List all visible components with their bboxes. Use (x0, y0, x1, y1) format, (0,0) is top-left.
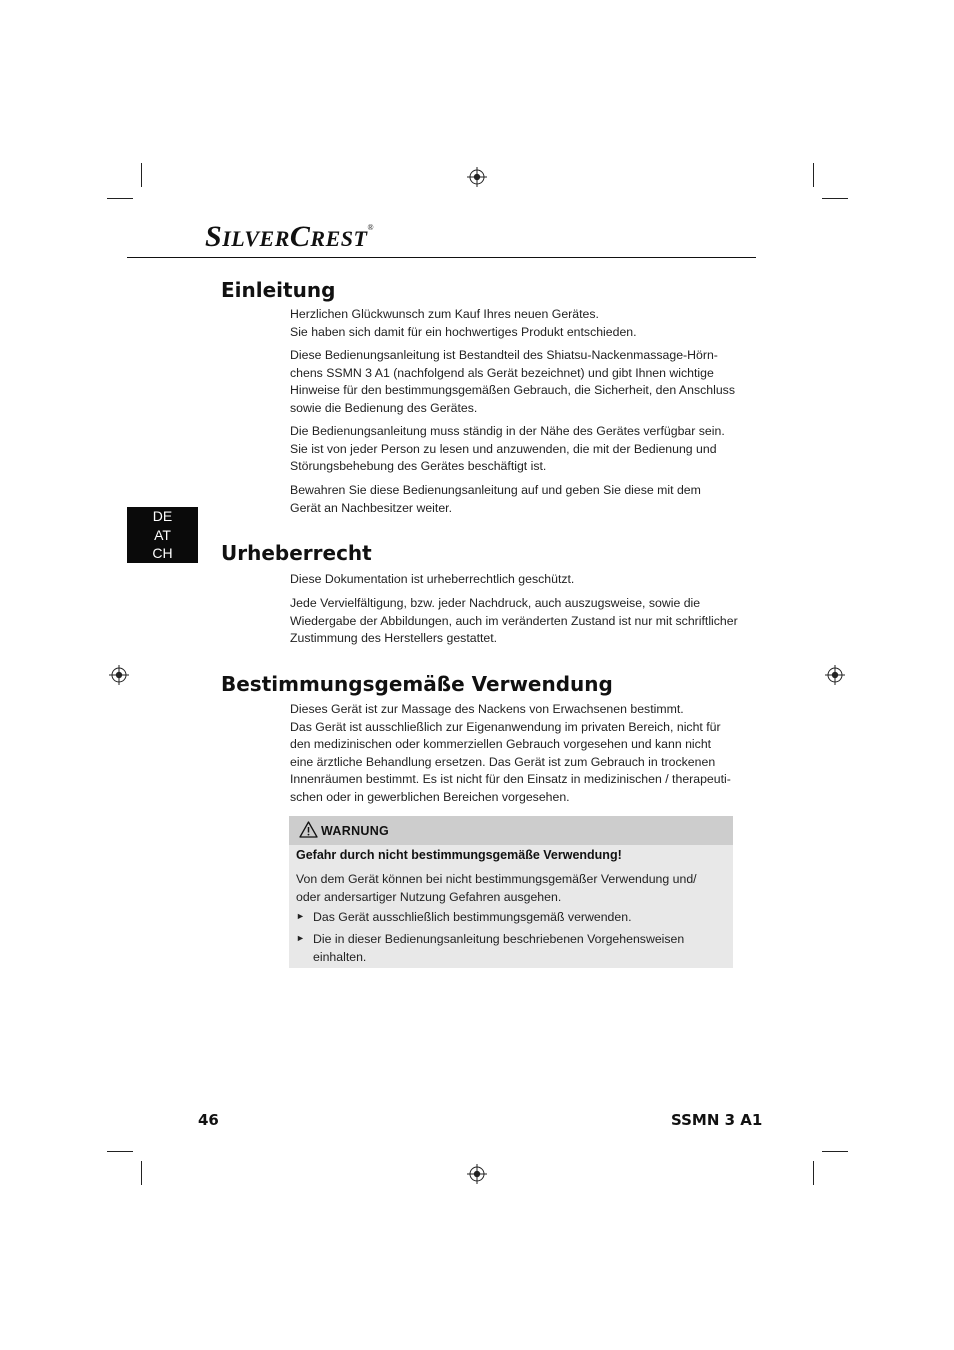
text-line: Von dem Gerät können bei nicht bestimmungsgemäßer Verwendung und/ (296, 872, 697, 886)
text-line: Jede Vervielfältigung, bzw. jeder Nachdruck, auch auszugsweise, sowie die (290, 596, 701, 610)
language-tab (127, 507, 198, 563)
trademark-symbol: ® (367, 223, 375, 232)
text-line: Störungsbehebung des Gerätes beschäftigt ist. (290, 459, 547, 473)
paragraph (290, 423, 738, 476)
text-line: Das Gerät ausschließlich bestimmungsgemäß verwenden. (313, 910, 632, 924)
warning-triangle-icon (299, 821, 318, 838)
crop-mark (107, 198, 133, 199)
warning-text (296, 871, 697, 906)
crop-mark (107, 1151, 133, 1152)
warning-label: WARNUNG (321, 824, 390, 838)
crop-mark (813, 1161, 814, 1185)
header-rule (127, 257, 756, 258)
text-line: Bewahren Sie diese Bedienungsanleitung auf und geben Sie diese mit dem (290, 483, 701, 497)
bullet-item (313, 909, 632, 927)
paragraph (290, 347, 738, 417)
registration-mark-icon (467, 1164, 487, 1184)
logo-text: REST (310, 226, 368, 251)
registration-mark-icon (467, 167, 487, 187)
language-code: DE (152, 508, 173, 524)
text-line: Das Gerät ist ausschließlich zur Eigenanwendung im privaten Bereich, nicht für (290, 719, 721, 734)
crop-mark (822, 198, 848, 199)
bullet-arrow-icon: ► (296, 933, 305, 943)
text-line: Wiedergabe der Abbildungen, auch im veränderten Zustand ist nur mit schriftlicher (290, 613, 738, 628)
section-title-urheberrecht: Urheberrecht (221, 541, 372, 565)
text-line: Die Bedienungsanleitung muss ständig in der Nähe des Gerätes verfügbar sein. (290, 424, 725, 438)
crop-mark (141, 163, 142, 187)
text-line: Die in dieser Bedienungsanleitung beschriebenen Vorgehensweisen (313, 932, 685, 946)
paragraph (290, 306, 738, 341)
language-code: CH (152, 545, 173, 561)
crop-mark (813, 163, 814, 187)
paragraph (290, 595, 738, 648)
bullet-item (313, 931, 684, 966)
model-name: SSMN 3 A1 (671, 1111, 763, 1129)
paragraph (290, 701, 738, 806)
logo-letter: S (205, 220, 223, 253)
crop-mark (141, 1161, 142, 1185)
text-line: den medizinischen oder kommerziellen Gebrauch vorgesehen und kann nicht (290, 737, 712, 751)
registration-mark-icon (825, 665, 845, 685)
text-line: Diese Bedienungsanleitung ist Bestandteil des Shiatsu-Nackenmassage-Hörn- (290, 348, 718, 362)
text-line: Dieses Gerät ist zur Massage des Nackens von Erwachsenen bestimmt. (290, 702, 684, 716)
bullet-arrow-icon: ► (296, 911, 305, 921)
crop-mark (822, 1151, 848, 1152)
text-line: Gerät an Nachbesitzer weiter. (290, 500, 452, 515)
warning-header (289, 816, 733, 845)
text-line: Zustimmung des Herstellers gestattet. (290, 631, 498, 645)
language-code: AT (154, 526, 171, 543)
text-line: Hinweise für den bestimmungsgemäßen Gebrauch, die Sicherheit, den Anschluss (290, 383, 735, 397)
brand-logo (205, 220, 374, 254)
text-line: Sie ist von jeder Person zu lesen und anzuwenden, die mit der Bedienung und (290, 441, 717, 456)
text-line: eine ärztliche Behandlung ersetzen. Das Gerät ist zum Gebrauch in trockenen (290, 754, 716, 769)
text-line: oder andersartiger Nutzung Gefahren ausgehen. (296, 889, 562, 904)
text-line: Herzlichen Glückwunsch zum Kauf Ihres neuen Gerätes. (290, 307, 599, 321)
logo-letter: C (289, 220, 311, 253)
warning-body (289, 845, 733, 968)
registration-mark-icon (109, 665, 129, 685)
text-line: Sie haben sich damit für ein hochwertiges Produkt entschieden. (290, 324, 637, 339)
paragraph (290, 571, 738, 589)
text-line: einhalten. (313, 949, 367, 964)
text-line: Innenräumen bestimmt. Es ist nicht für den Einsatz in medizinischen / therapeuti- (290, 772, 731, 786)
text-line: sowie die Bedienung des Gerätes. (290, 400, 478, 415)
warning-subtitle: Gefahr durch nicht bestimmungsgemäße Verwendung! (296, 848, 622, 862)
section-title-verwendung: Bestimmungsgemäße Verwendung (221, 672, 613, 696)
text-line: Diese Dokumentation ist urheberrechtlich geschützt. (290, 572, 575, 586)
page-number: 46 (198, 1111, 219, 1129)
section-title-einleitung: Einleitung (221, 278, 336, 302)
logo-text: ILVER (222, 226, 290, 251)
text-line: chens SSMN 3 A1 (nachfolgend als Gerät bezeichnet) und gibt Ihnen wichtige (290, 365, 714, 380)
text-line: schen oder in gewerblichen Bereichen vorgesehen. (290, 789, 570, 804)
paragraph (290, 482, 738, 517)
